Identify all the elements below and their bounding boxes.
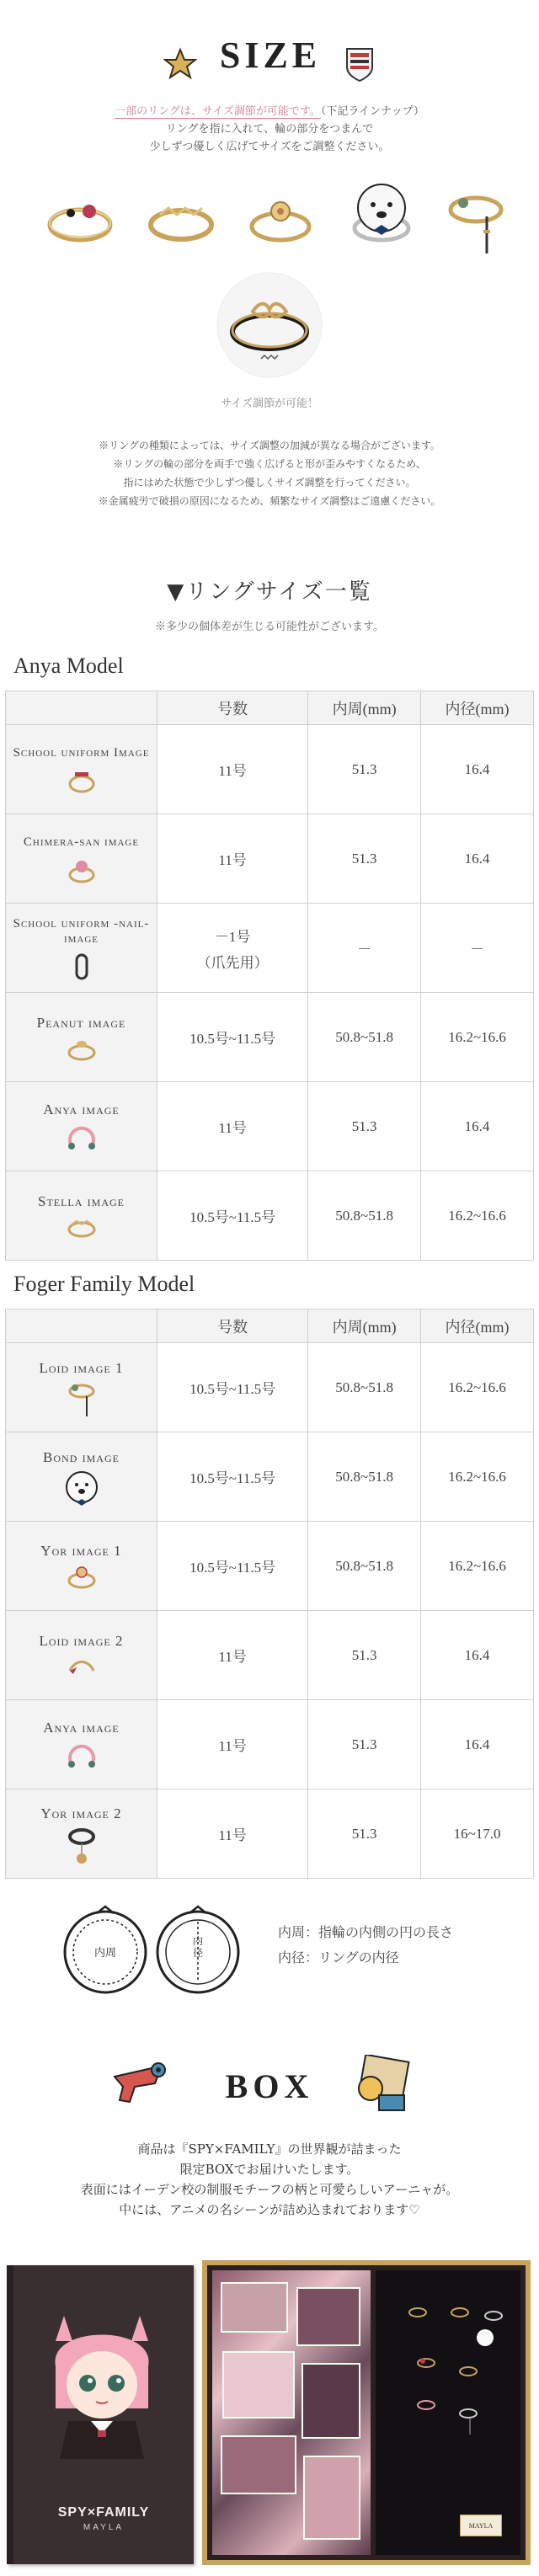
box-line-1: 商品は『SPY×FAMILY』の世界観が詰まった [137, 2141, 402, 2157]
circ-cell: 50.8~51.8 [308, 1432, 421, 1522]
circ-label: 内周 [93, 1947, 116, 1960]
size-cell: 10.5号~11.5号 [157, 993, 308, 1082]
note-2: ※リングの輪の部分を両手で強く広げると形が歪みやすくなるため、 [113, 458, 426, 470]
ring-name-cell [6, 1343, 157, 1432]
dia-cell: 16.4 [421, 1700, 534, 1789]
intro-line-3: 少しずつ優しく広げてサイズをご調整ください。 [149, 141, 390, 153]
dia-cell: 16.2~16.6 [421, 1522, 534, 1611]
size-cell: 11号 [157, 1700, 308, 1789]
scene-panel [221, 2435, 296, 2494]
box-sub: MAYLA [83, 2523, 125, 2532]
adjustable-ring-closeup [0, 271, 539, 389]
dia-cell: 16.4 [421, 1082, 534, 1171]
circ-cell: 51.3 [308, 1082, 421, 1171]
ring-name-cell [6, 1082, 157, 1171]
table-header-row [6, 691, 534, 725]
scene-panel [221, 2282, 288, 2333]
circ-cell: 51.3 [308, 814, 421, 904]
ring-name-cell [6, 993, 157, 1082]
circ-cell: 51.3 [308, 1700, 421, 1789]
ring-list-heading [0, 574, 539, 605]
circ-cell: － [308, 904, 421, 993]
circ-cell: 50.8~51.8 [308, 1522, 421, 1611]
ring-name: Stella image [37, 1192, 125, 1209]
table-row [6, 1611, 534, 1700]
header-inner-dia: 内径(mm) [421, 1309, 534, 1343]
ring-photo-5 [438, 179, 514, 264]
open-box [202, 2260, 531, 2565]
table-row [6, 1082, 534, 1171]
dia-cell: 16.2~16.6 [421, 1343, 534, 1432]
intro-line-2: リングを指に入れて、輪の部分をつまんで [165, 123, 374, 136]
ring-thumbnail [65, 1034, 99, 1063]
ring-thumbnail [62, 1469, 101, 1507]
size-cell: 11号 [157, 1789, 308, 1879]
header-inner-dia: 内径(mm) [421, 691, 534, 725]
ring-name: Yor image 2 [40, 1805, 122, 1821]
dia-cell: － [421, 904, 534, 993]
ring-name-cell [6, 1700, 157, 1789]
dia-cell: 16.2~16.6 [421, 1432, 534, 1522]
ring-insert-tray [376, 2270, 520, 2555]
box-description [0, 2139, 539, 2220]
adjust-caption: サイズ調節が可能！ [221, 397, 318, 410]
size-cell: 10.5号~11.5号 [157, 1522, 308, 1611]
table-row [6, 904, 534, 993]
diagram-description [278, 1920, 453, 1971]
ring-thumbnail [65, 764, 99, 797]
table-row [6, 814, 534, 904]
size-header [0, 34, 539, 84]
circ-cell: 50.8~51.8 [308, 993, 421, 1082]
note-3: 指にはめた状態で少しずつ優しくサイズ調整を行ってください。 [123, 477, 416, 488]
ring-photo-4 [344, 176, 419, 260]
box-title: BOX [225, 2067, 314, 2105]
ring-thumbnail [65, 1652, 99, 1681]
circ-cell: 51.3 [308, 1789, 421, 1879]
header-blank [6, 691, 157, 725]
size-cell: 11号 [157, 1611, 308, 1700]
size-line-2: （爪先用） [196, 954, 269, 971]
dia-label [152, 1935, 244, 1959]
size-cell [157, 904, 308, 993]
anya-model-table [5, 691, 534, 1261]
ring-name-cell [6, 1171, 157, 1261]
ring-name-cell [6, 904, 157, 993]
dia-cell: 16.4 [421, 725, 534, 814]
ring-name: Chimera-san image [23, 835, 140, 849]
adjustable-rings-row [0, 173, 539, 274]
dia-cell: 16.4 [421, 1611, 534, 1700]
ring-name-cell [6, 1432, 157, 1522]
size-cell: 10.5号~11.5号 [157, 1432, 308, 1522]
insert-label: MAYLA [460, 2515, 502, 2536]
dia-label-text: 内径 [192, 1935, 203, 1959]
closed-box [7, 2265, 194, 2564]
ring-name: Anya image [43, 1101, 120, 1117]
box-line-4: 中には、アニメの名シーンが詰め込まれております♡ [119, 2202, 420, 2217]
ring-name: School uniform -nail- image [13, 916, 150, 946]
ring-thumbnail [65, 853, 99, 887]
forger-model-title: Foger Family Model [13, 1272, 195, 1296]
table-row [6, 1432, 534, 1522]
forger-model-table [5, 1309, 534, 1879]
scene-panel [303, 2456, 360, 2540]
ring-thumbnail [65, 1379, 99, 1418]
scene-collage [212, 2270, 371, 2555]
box-line-2: 限定BOXでお届けいたします。 [179, 2162, 360, 2177]
size-diagram [0, 1895, 539, 2013]
ring-photo-2 [143, 189, 219, 248]
ring-name: Bond image [43, 1448, 120, 1465]
size-cell: 11号 [157, 814, 308, 904]
scene-panel [222, 2351, 295, 2419]
school-crest-icon [344, 45, 376, 83]
box-product-photo [0, 2248, 539, 2568]
header-blank [6, 1309, 157, 1343]
size-cell: 11号 [157, 725, 308, 814]
table-row [6, 1700, 534, 1789]
table-row [6, 725, 534, 814]
anya-illustration [39, 2307, 165, 2459]
size-cell: 11号 [157, 1082, 308, 1171]
desc-dia: 内径：リングの内径 [278, 1949, 399, 1965]
size-title: SIZE [219, 35, 322, 76]
anya-model-title: Anya Model [13, 653, 124, 678]
size-line-1: －1号 [214, 928, 251, 945]
desc-circ: 内周：指輪の内側の円の長さ [278, 1924, 454, 1940]
ring-name-cell [6, 814, 157, 904]
header-size: 号数 [157, 691, 308, 725]
table-row [6, 1522, 534, 1611]
scene-panel [302, 2363, 360, 2439]
box-brand: SPY×FAMILY [57, 2505, 150, 2520]
intro-note: （下記ラインナップ） [320, 105, 424, 118]
header-inner-circ: 内周(mm) [308, 1309, 421, 1343]
ring-thumbnail [65, 1825, 99, 1865]
ring-thumbnail [65, 1739, 99, 1773]
dia-cell: 16.2~16.6 [421, 993, 534, 1082]
ring-list-subtitle: ※多少の個体差が生じる可能性がございます。 [155, 621, 384, 633]
table-row [6, 1171, 534, 1261]
note-4: ※金属疲労で破損の原因になるため、頻繁なサイズ調整はご遠慮ください。 [98, 495, 441, 507]
header-inner-circ: 内周(mm) [308, 691, 421, 725]
note-1: ※リングの種類によっては、サイズ調整の加減が異なる場合がございます。 [99, 440, 440, 451]
ring-photo-3 [243, 189, 318, 248]
table-row [6, 1789, 534, 1879]
ring-name-cell [6, 1522, 157, 1611]
ring-name: Yor image 1 [40, 1542, 122, 1559]
ring-list-title: ▼リングサイズ一覧 [167, 579, 372, 605]
circ-cell: 50.8~51.8 [308, 1343, 421, 1432]
ring-thumbnail [65, 1562, 99, 1592]
circ-cell: 50.8~51.8 [308, 1171, 421, 1261]
dia-cell: 16~17.0 [421, 1789, 534, 1879]
ring-thumbnail [65, 1213, 99, 1241]
ring-thumbnail [65, 950, 99, 984]
dia-cell: 16.4 [421, 814, 534, 904]
intro-highlight: 一部のリングは、サイズ調節が可能です。 [115, 105, 321, 118]
cartoon-character-icon [345, 2055, 413, 2115]
ring-name: Loid image 1 [39, 1359, 124, 1376]
ring-name-cell [6, 725, 157, 814]
ring-name: School uniform Image [13, 745, 150, 760]
ring-closeup-photo [216, 271, 323, 379]
box-header [0, 2055, 539, 2122]
box-line-3: 表面にはイーデン校の制服モチーフの柄と可愛らしいアーニャが。 [80, 2182, 459, 2197]
ring-insert-set [392, 2296, 510, 2481]
circ-cell: 51.3 [308, 1611, 421, 1700]
scene-panel [296, 2287, 360, 2346]
ring-thumbnail [65, 1121, 99, 1155]
size-cell: 10.5号~11.5号 [157, 1171, 308, 1261]
dia-cell: 16.2~16.6 [421, 1171, 534, 1261]
circ-cell: 51.3 [308, 725, 421, 814]
ring-name: Peanut image [36, 1014, 126, 1031]
ring-name-cell [6, 1789, 157, 1879]
size-intro [0, 103, 539, 156]
ring-name-cell [6, 1611, 157, 1700]
table-header-row [6, 1309, 534, 1343]
ring-name: Loid image 2 [39, 1632, 124, 1649]
table-row [6, 993, 534, 1082]
header-size: 号数 [157, 1309, 308, 1343]
ring-name: Anya image [43, 1719, 120, 1736]
size-notes [0, 436, 539, 510]
ring-photo-1 [42, 189, 118, 248]
table-row [6, 1343, 534, 1432]
star-icon [163, 47, 197, 81]
size-cell: 10.5号~11.5号 [157, 1343, 308, 1432]
